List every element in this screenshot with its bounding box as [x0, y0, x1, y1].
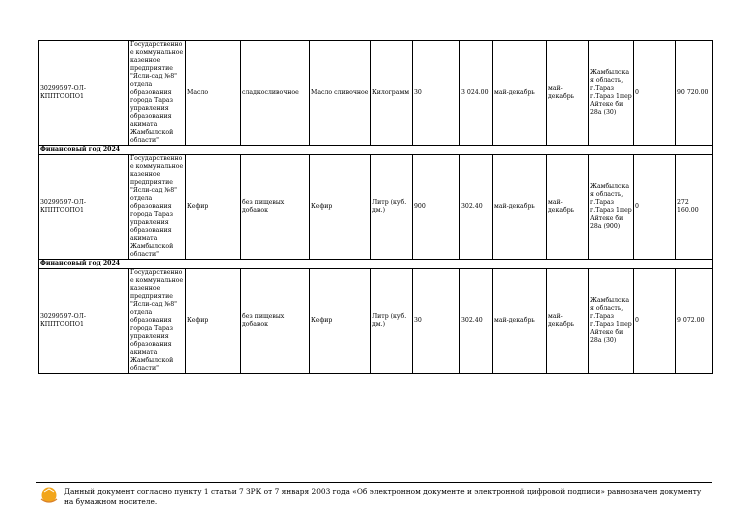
- delivery-place: Жамбылская область, г.Тараз г.Тараз 1пер Айтеке би 28а (900): [589, 154, 634, 259]
- procurement-table: [38, 40, 713, 374]
- item-name: Кефир: [186, 154, 241, 259]
- table-row: [39, 41, 713, 146]
- total-sum: 272 160.00: [676, 154, 713, 259]
- unit-price: 302.40: [460, 268, 493, 373]
- period-from: май-декабрь: [493, 41, 547, 146]
- advance: 0: [634, 268, 676, 373]
- unit: Литр (куб. дм.): [371, 154, 413, 259]
- e-signature-seal-icon: [38, 486, 60, 506]
- item-description: сладкосливочное: [241, 41, 310, 146]
- period-to: май-декабрь: [547, 41, 589, 146]
- fiscal-year-label: Финансовый год 2024: [39, 259, 713, 268]
- total-sum: 9 072.00: [676, 268, 713, 373]
- item-name: Кефир: [186, 268, 241, 373]
- footer-divider: [36, 482, 712, 483]
- delivery-place: Жамбылская область, г.Тараз г.Тараз 1пер Айтеке би 28а (30): [589, 268, 634, 373]
- unit-price: 3 024.00: [460, 41, 493, 146]
- quantity: 30: [413, 268, 460, 373]
- footer-legal-text: Данный документ согласно пункту 1 статьи 7 ЗРК от 7 января 2003 года «Об электронном документе и электронной цифровой подписи» равнозначен документу на бумажном носителе.: [64, 487, 702, 506]
- customer-name: Государственное коммунальное казенное предприятие "Ясли-сад №8" отдела образования города Тараз управления образования акимата Жамбылской области": [129, 268, 186, 373]
- item-name: Масло: [186, 41, 241, 146]
- item-extra-description: Кефир: [310, 268, 371, 373]
- unit: Килограмм: [371, 41, 413, 146]
- plan-id: 30299597-ОЛ-КППТСОПО1: [39, 41, 129, 146]
- plan-id: 30299597-ОЛ-КППТСОПО1: [39, 268, 129, 373]
- quantity: 30: [413, 41, 460, 146]
- plan-id: 30299597-ОЛ-КППТСОПО1: [39, 154, 129, 259]
- table-row: [39, 268, 713, 373]
- item-extra-description: Масло сливочное: [310, 41, 371, 146]
- advance: 0: [634, 154, 676, 259]
- unit: Литр (куб. дм.): [371, 268, 413, 373]
- item-description: без пищевых добавок: [241, 154, 310, 259]
- table-row: [39, 154, 713, 259]
- customer-name: Государственное коммунальное казенное предприятие "Ясли-сад №8" отдела образования города Тараз управления образования акимата Жамбылской области": [129, 154, 186, 259]
- item-extra-description: Кефир: [310, 154, 371, 259]
- period-to: май-декабрь: [547, 268, 589, 373]
- period-from: май-декабрь: [493, 268, 547, 373]
- quantity: 900: [413, 154, 460, 259]
- unit-price: 302.40: [460, 154, 493, 259]
- total-sum: 90 720.00: [676, 41, 713, 146]
- document-footer: [36, 482, 712, 506]
- fiscal-year-label: Финансовый год 2024: [39, 146, 713, 155]
- delivery-place: Жамбылская область, г.Тараз г.Тараз 1пер Айтеке би 28а (30): [589, 41, 634, 146]
- customer-name: Государственное коммунальное казенное предприятие "Ясли-сад №8" отдела образования города Тараз управления образования акимата Жамбылской области": [129, 41, 186, 146]
- period-to: май-декабрь: [547, 154, 589, 259]
- fiscal-year-row: [39, 146, 713, 155]
- item-description: без пищевых добавок: [241, 268, 310, 373]
- advance: 0: [634, 41, 676, 146]
- period-from: май-декабрь: [493, 154, 547, 259]
- fiscal-year-row: [39, 259, 713, 268]
